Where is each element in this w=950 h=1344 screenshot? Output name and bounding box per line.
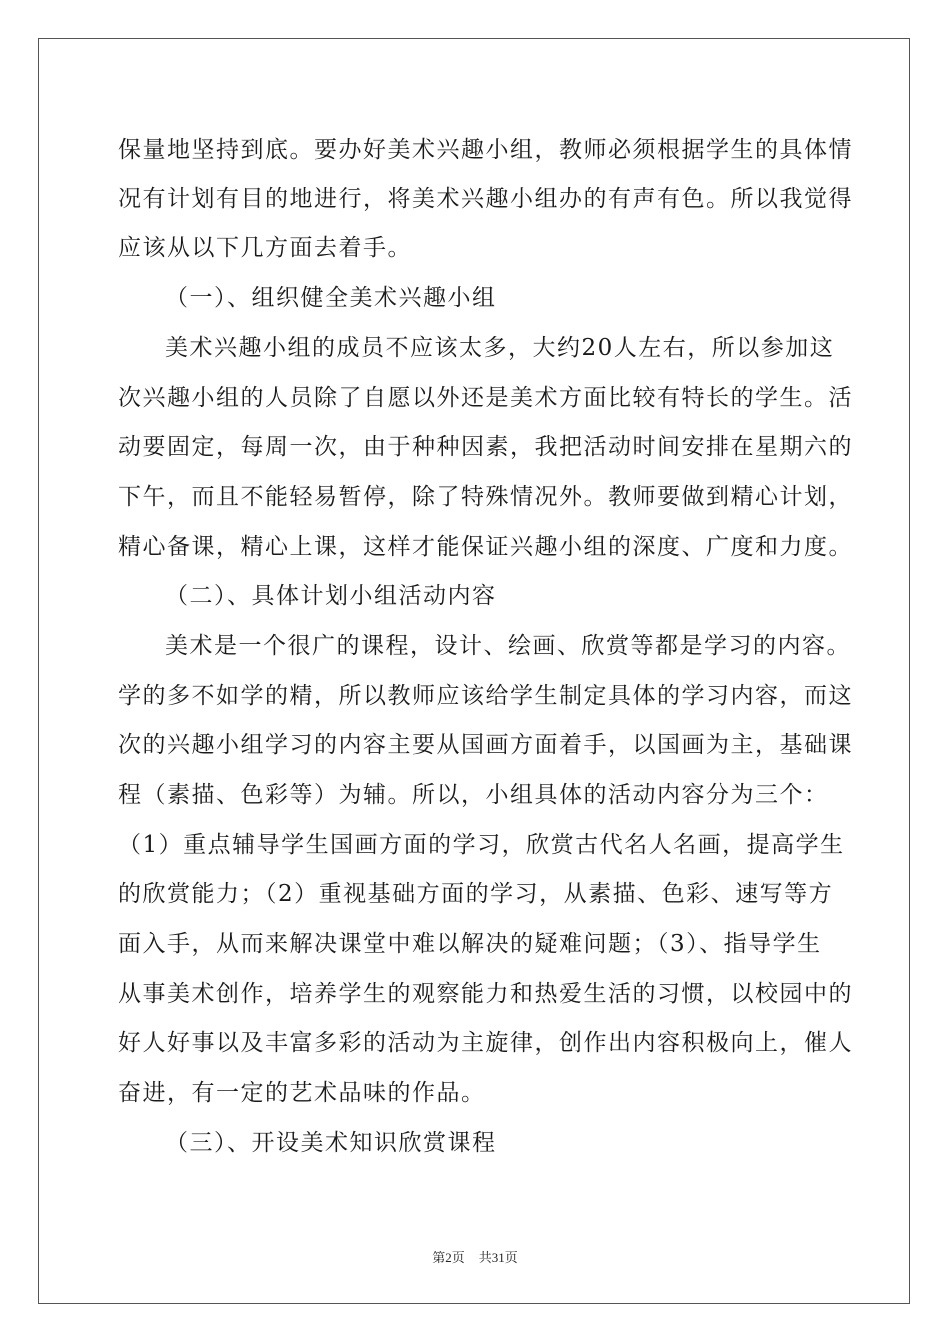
paragraph-line: 学的多不如学的精，所以教师应该给学生制定具体的学习内容，而这 — [118, 683, 853, 709]
paragraph-line: 从事美术创作，培养学生的观察能力和热爱生活的习惯，以校园中的 — [118, 981, 853, 1007]
section-heading-2: （二）、具体计划小组活动内容 — [165, 583, 497, 609]
paragraph-line: 次的兴趣小组学习的内容主要从国画方面着手，以国画为主，基础课 — [118, 732, 853, 758]
page-number: 第2页 — [432, 1250, 465, 1265]
paragraph-line: 的欣赏能力；（2）重视基础方面的学习，从素描、色彩、速写等方 — [118, 881, 834, 907]
paragraph-line: 美术兴趣小组的成员不应该太多，大约20人左右，所以参加这 — [165, 335, 835, 361]
paragraph-line: 奋进，有一定的艺术品味的作品。 — [118, 1080, 486, 1106]
paragraph-line: 应该从以下几方面去着手。 — [118, 235, 412, 261]
section-heading-1: （一）、组织健全美术兴趣小组 — [165, 285, 497, 311]
paragraph-line: 面入手，从而来解决课堂中难以解决的疑难问题；（3）、指导学生 — [118, 931, 822, 957]
section-heading-3: （三）、开设美术知识欣赏课程 — [165, 1130, 497, 1156]
paragraph-line: 次兴趣小组的人员除了自愿以外还是美术方面比较有特长的学生。活 — [118, 385, 853, 411]
paragraph-line: 好人好事以及丰富多彩的活动为主旋律，创作出内容积极向上，催人 — [118, 1030, 853, 1056]
paragraph-line: 况有计划有目的地进行，将美术兴趣小组办的有声有色。所以我觉得 — [118, 186, 853, 212]
paragraph-line: 下午，而且不能轻易暂停，除了特殊情况外。教师要做到精心计划， — [118, 484, 853, 510]
page-footer — [0, 1247, 950, 1266]
paragraph-line: 精心备课，精心上课，这样才能保证兴趣小组的深度、广度和力度。 — [118, 534, 853, 560]
paragraph-line: 程（素描、色彩等）为辅。所以，小组具体的活动内容分为三个： — [118, 782, 829, 808]
total-pages: 共31页 — [478, 1250, 518, 1265]
paragraph-line: 保量地坚持到底。要办好美术兴趣小组，教师必须根据学生的具体情 — [118, 137, 853, 163]
paragraph-line: 美术是一个很广的课程，设计、绘画、欣赏等都是学习的内容。 — [165, 633, 851, 659]
paragraph-line: （1）重点辅导学生国画方面的学习，欣赏古代名人名画，提高学生 — [118, 832, 845, 858]
paragraph-line: 动要固定，每周一次，由于种种因素，我把活动时间安排在星期六的 — [118, 434, 853, 460]
